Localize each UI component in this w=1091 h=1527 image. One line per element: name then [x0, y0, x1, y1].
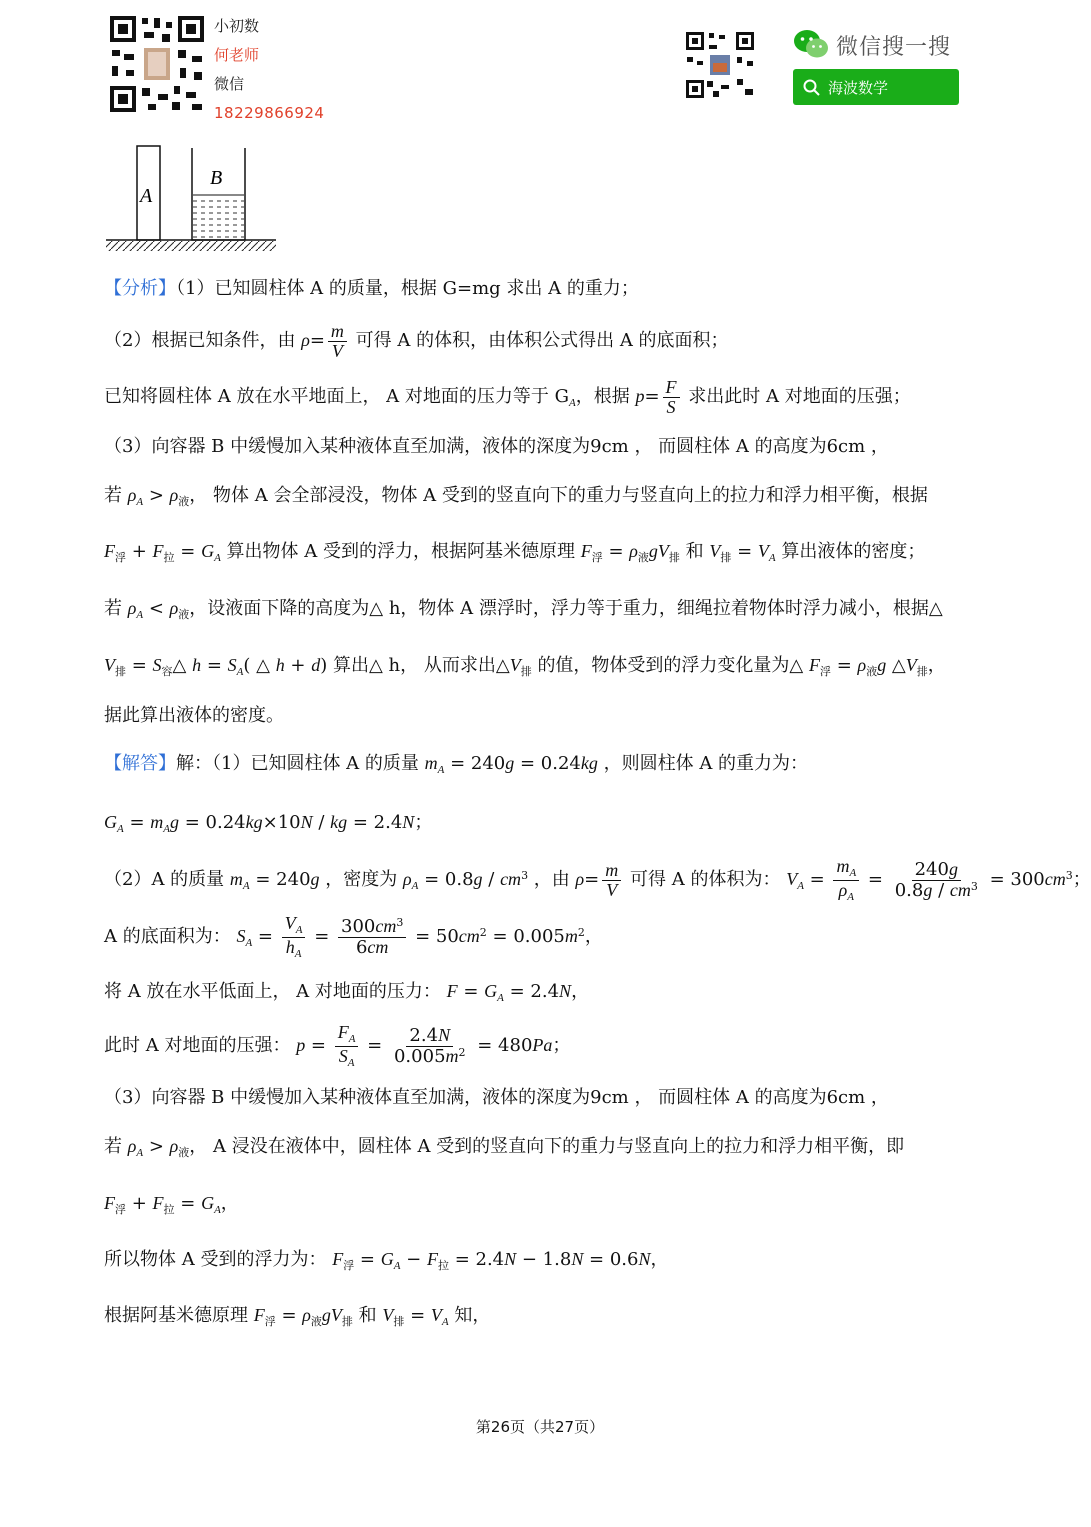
solution-s7: （3）向容器 B 中缓慢加入某种液体直至加满，液体的深度为9cm ， 而圆柱体 A 的高度为6cm ，: [104, 1087, 889, 1108]
pressure-formula: p= $\frac{F}{S}$: [635, 386, 682, 407]
solution-tag: 【解答】: [104, 753, 176, 774]
solution-s4: A 的底面积为：: [104, 926, 231, 947]
analysis-line-8: $V_排$ = $S_容\triangle$ $h = S_A$( △ h + d) 算出△ h， 从而求出$\triangle V_排$ 的值，物体受到的浮力变化量为△ $F_浮 = \rho_液g$ $\triangle V_排$，: [104, 655, 946, 678]
solution-line-9: $F_浮 + F_拉 = G_A$，: [104, 1193, 239, 1216]
analysis-p2b: 可得 A 的体积，由体积公式得出 A 的底面积；: [355, 330, 729, 351]
solution-line-10: 所以物体 A 受到的浮力为： $F_浮 = G_A - F_拉 = 2.4N - 1.8N = 0.6N$，: [104, 1249, 669, 1272]
solution-s3a: （2）A 的质量: [104, 869, 225, 890]
analysis-tag: 【分析】: [104, 278, 176, 299]
solution-s11: 根据阿基米德原理: [104, 1305, 248, 1326]
analysis-p1: （1）已知圆柱体 A 的质量，根据 G=mg 求出 A 的重力；: [176, 278, 639, 299]
solution-line-3: （2）A 的质量 $m_A = 240g$ ，密度为 $\rho_A = 0.8g / cm^3$ ，由 ρ= $\frac{m}{V}$ 可得 A 的体积为： $V_A$ = $\frac{m_A}{\rho_A}$ = $\frac{240g}{0.8g / cm^3}$ = $300cm^3$；: [104, 855, 1091, 903]
page-number-footer: 第26页（共27页）: [475, 1418, 605, 1436]
analysis-line-3: 已知将圆柱体 A 放在水平地面上， A 对地面的压力等于 $G_A$，根据 p= $\frac{F}{S}$ 求出此时 A 对地面的压强；: [104, 376, 911, 417]
solution-s3c: ，由: [533, 869, 570, 890]
solution-s6: 此时 A 对地面的压强：: [104, 1035, 291, 1056]
analysis-p9: 据此算出液体的密度。: [104, 705, 284, 726]
ground-hatch: [106, 241, 276, 251]
solution-line-4: A 的底面积为： $S_A$ = $\frac{V_A}{h_A}$ = $\frac{300cm^3}{6cm}$ = $50cm^2 = 0.005m^2$，: [104, 912, 603, 960]
solution-s10: 所以物体 A 受到的浮力为：: [104, 1249, 327, 1270]
analysis-p6: 算出物体 A 受到的浮力，根据阿基米德原理: [226, 541, 575, 562]
solution-s1b: ，则圆柱体 A 的重力为：: [603, 753, 809, 774]
search-icon: [803, 79, 820, 96]
analysis-line-5: 若 $\rho_A > \rho_液$， 物体 A 会全部浸没，物体 A 受到的竖直向下的重力与竖直向上的拉力和浮力相平衡，根据: [104, 485, 928, 508]
wechat-logo-icon: [793, 29, 829, 59]
analysis-p8b: 的值，物体受到的浮力变化量为△: [537, 655, 804, 676]
analysis-p2a: （2）根据已知条件，由: [104, 330, 296, 351]
analysis-line-7: 若 $\rho_A < \rho_液$，设液面下降的高度为△ h，物体 A 漂浮时，浮力等于重力，细绳拉着物体时浮力减小，根据△: [104, 598, 943, 621]
solution-s8: A 浸没在液体中，圆柱体 A 受到的竖直向下的重力与竖直向上的拉力和浮力相平衡，即: [213, 1136, 905, 1157]
figure-label-b: B: [210, 167, 223, 189]
contact-info: [214, 12, 324, 128]
solution-s3b: ，密度为: [325, 869, 398, 890]
qr-code-right-icon: [685, 31, 755, 99]
solution-s3d: 可得 A 的体积为：: [630, 869, 781, 890]
analysis-p4: （3）向容器 B 中缓慢加入某种液体直至加满，液体的深度为9cm ， 而圆柱体 A 的高度为6cm ，: [104, 436, 889, 457]
contact-line-2: 何老师: [214, 46, 260, 64]
solution-line-5: 将 A 放在水平低面上， A 对地面的压力： $F = G_A = 2.4N$，: [104, 981, 590, 1004]
analysis-line-1: [104, 276, 639, 302]
analysis-line-2: [104, 318, 729, 363]
solution-line-1: 【解答】解：（1）已知圆柱体 A 的质量 $m_A = 240g = 0.24kg$ ，则圆柱体 A 的重力为：: [104, 753, 809, 776]
solution-s1a: 解：（1）已知圆柱体 A 的质量: [176, 753, 419, 774]
contact-line-1: 小初数: [214, 17, 260, 35]
analysis-p5: 物体 A 会全部浸没，物体 A 受到的竖直向下的重力与竖直向上的拉力和浮力相平衡，根据: [213, 485, 928, 506]
solution-line-7: [104, 1085, 889, 1111]
analysis-p3c: 求出此时 A 对地面的压强；: [688, 386, 911, 407]
qr-code-left: [108, 14, 206, 114]
analysis-line-9: [104, 703, 284, 729]
search-box-text: 海波数学: [828, 78, 889, 97]
liquid-b: [193, 195, 244, 239]
contact-phone: 18229866924: [214, 104, 325, 122]
container-figure: [104, 144, 278, 256]
density-formula: ρ= $\frac{m}{V}$: [301, 330, 350, 351]
solution-s11b: 知，: [454, 1305, 491, 1326]
wechat-search-box[interactable]: [793, 69, 959, 105]
solution-line-6: 此时 A 对地面的压强： p = $\frac{F_A}{S_A}$ = $\frac{2.4N}{0.005m^2}$ = 480Pa；: [104, 1021, 571, 1069]
solution-s5: 将 A 放在水平低面上， A 对地面的压力：: [104, 981, 441, 1002]
contact-line-3: 微信: [214, 75, 245, 93]
analysis-line-6: $F_浮 + F_拉 = G_A$ 算出物体 A 受到的浮力，根据阿基米德原理 $F_浮 = \rho_液gV_排$ 和 $V_排 = V_A$ 算出液体的密度；: [104, 541, 926, 564]
analysis-p6b: 算出液体的密度；: [781, 541, 926, 562]
analysis-p8: 算出△ h， 从而求出△: [332, 655, 510, 676]
analysis-p3a: 已知将圆柱体 A 放在水平地面上， A 对地面的压力等于 G: [104, 386, 569, 407]
qr-code-left-icon: [108, 14, 206, 114]
analysis-p3b: ，根据: [575, 386, 630, 407]
solution-line-2: $G_A = m_Ag = 0.24kg\times 10N$ / kg = 2.4N；: [104, 812, 433, 835]
wechat-search-label: 微信搜一搜: [836, 35, 952, 60]
qr-code-right: [685, 31, 755, 99]
solution-line-11: 根据阿基米德原理 $F_浮 = \rho_液gV_排$ 和 $V_排 = V_A$ 知，: [104, 1305, 491, 1328]
analysis-p7: ，设液面下降的高度为△ h，物体 A 漂浮时，浮力等于重力，细绳拉着物体时浮力减小，根据△: [189, 598, 943, 619]
solution-line-8: 若 $\rho_A > \rho_液$， A 浸没在液体中，圆柱体 A 受到的竖直向下的重力与竖直向上的拉力和浮力相平衡，即: [104, 1136, 905, 1159]
analysis-line-4: [104, 434, 889, 460]
figure-label-a: A: [140, 185, 153, 207]
